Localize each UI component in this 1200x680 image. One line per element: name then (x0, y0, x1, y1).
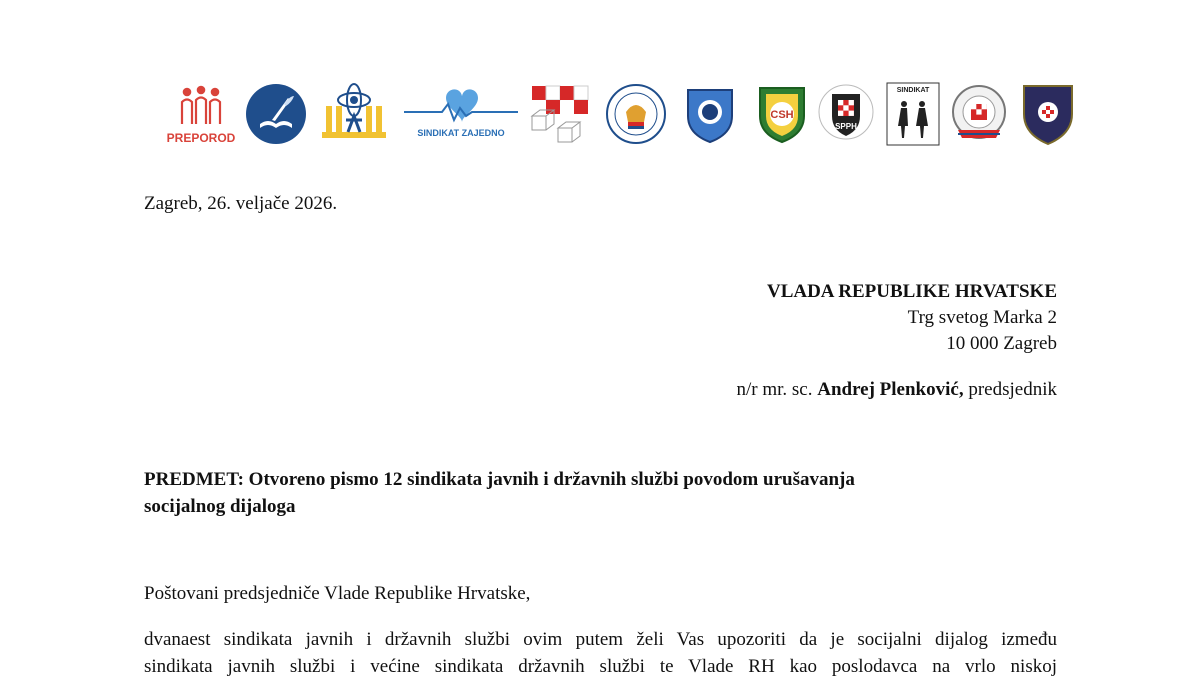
body-line-2: sindikata javnih službi i većine sindikata državnih službi te Vlade RH kao poslodavca na vrlo niskoj (144, 656, 1057, 677)
sindikat-zajedno-logo (402, 82, 520, 146)
spph-label: SPPH (835, 122, 857, 131)
csh-label: CSH (770, 109, 794, 121)
body-line-1: dvanaest sindikata javnih i državnih službi ovim putem želi Vas upozoriti da je socijalni dijalog između (144, 629, 1057, 650)
preporod-label: PREPOROD (166, 131, 236, 145)
seal-logo (604, 82, 668, 146)
salutation: Poštovani predsjedniče Vlade Republike Hrvatske, (144, 583, 531, 604)
recipient-street: Trg svetog Marka 2 (907, 307, 1057, 328)
recipient-name: VLADA REPUBLIKE HRVATSKE (766, 281, 1057, 302)
spph-shield-logo (816, 82, 876, 146)
recipient-block (767, 279, 1057, 357)
green-shield-logo (754, 82, 810, 146)
attention-prefix: n/r mr. sc. (736, 379, 813, 400)
date-line: Zagreb, 26. veljače 2026. (144, 193, 338, 214)
atom-figure-logo (318, 82, 390, 146)
preporod-logo (166, 82, 236, 146)
quill-book-logo (244, 82, 308, 146)
body-paragraph (144, 626, 1057, 680)
zajedno-label: SINDIKAT ZAJEDNO (417, 128, 505, 138)
sindikat-figures-logo (886, 82, 940, 146)
blue-shield-logo (682, 82, 738, 146)
attention-title: predsjednik (968, 379, 1057, 400)
checkerboard-cubes-logo (528, 82, 592, 146)
recipient-city: 10 000 Zagreb (946, 333, 1057, 354)
attention-line (736, 379, 1057, 401)
attention-person: Andrej Plenković, (817, 379, 964, 400)
subject-line-1: PREDMET: Otvoreno pismo 12 sindikata javnih i državnih službi povodom urušavanja (144, 469, 855, 490)
grey-seal-logo (950, 82, 1008, 146)
subject-block (144, 466, 1044, 520)
sindikat-label: SINDIKAT (896, 87, 930, 94)
subject-line-2: socijalnog dijaloga (144, 496, 296, 517)
police-shield-logo (1018, 82, 1078, 146)
union-logos-strip (160, 82, 1080, 148)
